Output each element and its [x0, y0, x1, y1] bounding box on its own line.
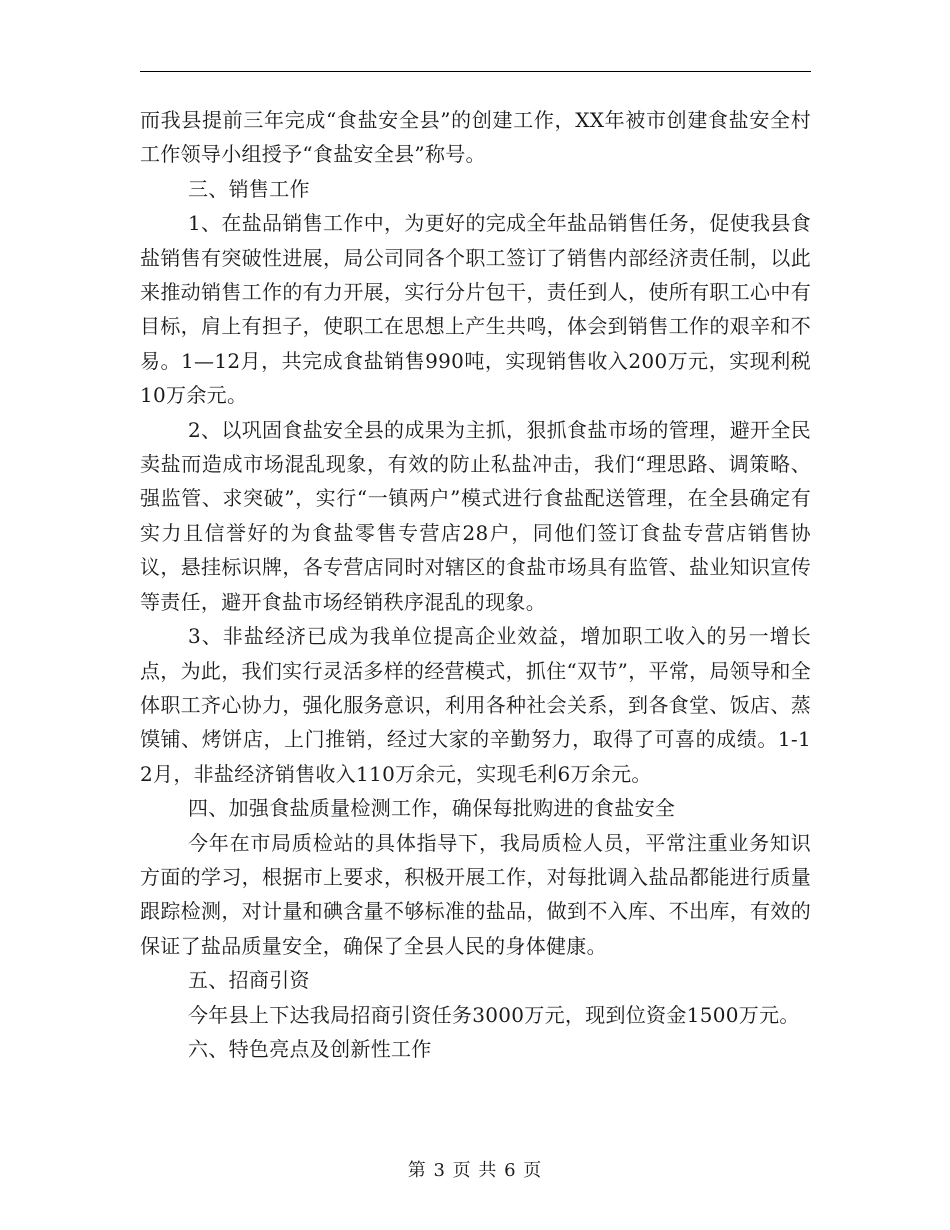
section-heading-highlights: 六、特色亮点及创新性工作: [188, 1036, 432, 1061]
header-rule: [140, 71, 811, 72]
page-number-footer: 第 3 页 共 6 页: [407, 1160, 543, 1181]
section-heading-sales: 三、销售工作: [188, 176, 310, 201]
paragraph-quality: 今年在市局质检站的具体指导下，我局质检人员，平常注重业务知识方面的学习，根据市上要求，积极开展工作，对每批调入盐品都能进行质量跟踪检测，对计量和碘含量不够标准的盐品，做到不入库、不出库，有效的保证了盐品质量安全，确保了全县人民的身体健康。: [140, 830, 811, 958]
paragraph-sales-3: 3、非盐经济已成为我单位提高企业效益，增加职工收入的另一增长点，为此，我们实行灵活多样的经营模式，抓住“双节”，平常，局领导和全体职工齐心协力，强化服务意识，利用各种社会关系，到各食堂、饭店、蒸馍铺、烤饼店，上门推销，经过大家的辛勤努力，取得了可喜的成绩。1-12月，非盐经济销售收入110万余元，实现毛利6万余元。: [140, 624, 811, 786]
document-body: [140, 103, 811, 1066]
section-heading-quality: 四、加强食盐质量检测工作，确保每批购进的食盐安全: [188, 796, 676, 821]
paragraph-sales-1: 1、在盐品销售工作中，为更好的完成全年盐品销售任务，促使我县食盐销售有突破性进展，局公司同各个职工签订了销售内部经济责任制，以此来推动销售工作的有力开展，实行分片包干，责任到人，使所有职工心中有目标，肩上有担子，使职工在思想上产生共鸣，体会到销售工作的艰辛和不易。1—12月，共完成食盐销售990吨，实现销售收入200万元，实现利税10万余元。: [140, 211, 811, 408]
paragraph-sales-2: 2、以巩固食盐安全县的成果为主抓，狠抓食盐市场的管理，避开全民卖盐而造成市场混乱现象，有效的防止私盐冲击，我们“理思路、调策略、强监管、求突破”，实行“一镇两户”模式进行食盐配送管理，在全县确定有实力且信誉好的为食盐零售专营店28户，同他们签订食盐专营店销售协议，悬挂标识牌，各专营店同时对辖区的食盐市场具有监管、盐业知识宣传等责任，避开食盐市场经销秩序混乱的现象。: [140, 417, 811, 614]
paragraph-investment: 今年县上下达我局招商引资任务3000万元，现到位资金1500万元。: [188, 1002, 800, 1027]
paragraph-continuation: 而我县提前三年完成“食盐安全县”的创建工作，XX年被市创建食盐安全村工作领导小组授予“食盐安全县”称号。: [140, 108, 811, 167]
section-heading-investment: 五、招商引资: [188, 968, 310, 993]
